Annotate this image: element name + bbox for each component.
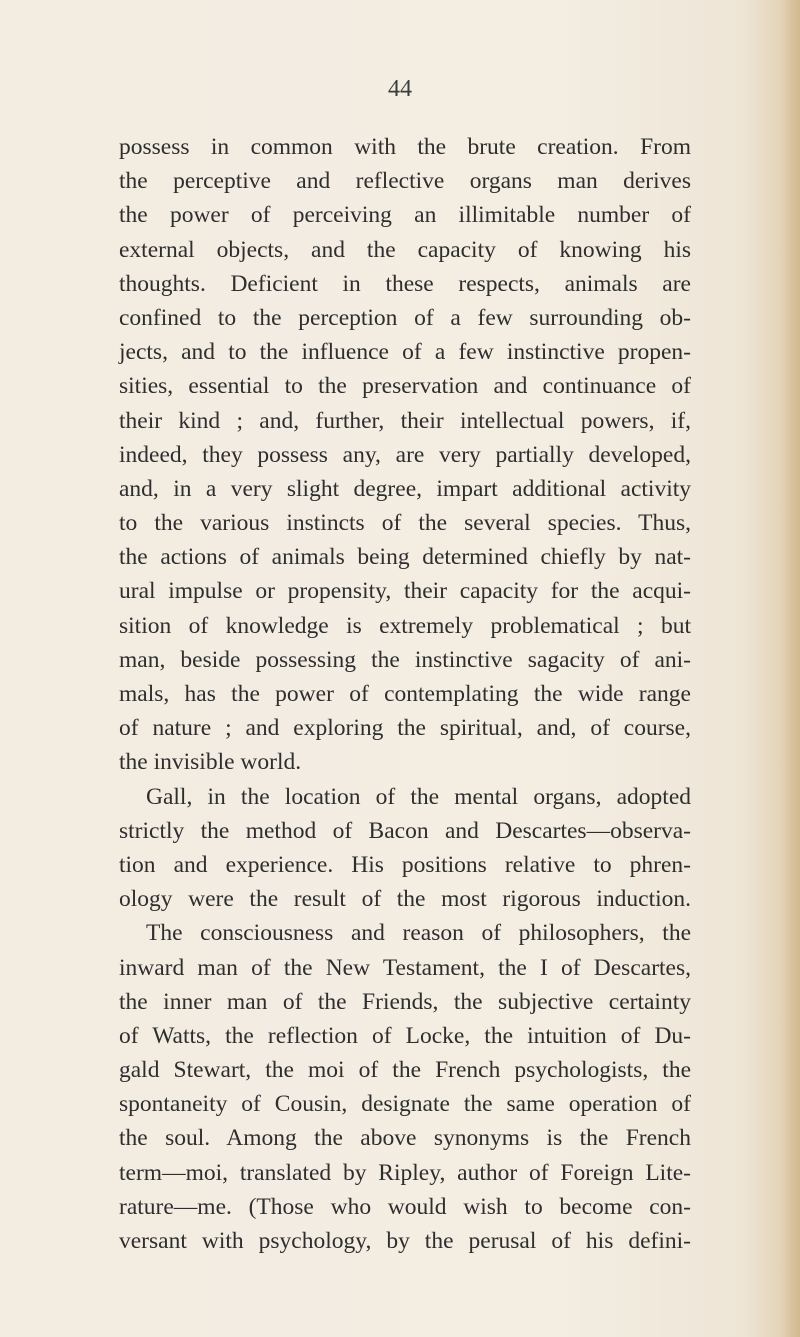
text-line: ural impulse or propensity, their capacity for the acqui- bbox=[119, 578, 691, 605]
text-line: strictly the method of Bacon and Descartes—observa- bbox=[119, 817, 691, 844]
page-number: 44 bbox=[388, 76, 412, 102]
text-line: man, beside possessing the instinctive sagacity of ani- bbox=[119, 646, 691, 673]
body-text bbox=[119, 130, 691, 1258]
text-line-paragraph-end: the invisible world. bbox=[119, 749, 302, 776]
text-line: inward man of the New Testament, the I of Descartes, bbox=[119, 954, 691, 981]
text-line: indeed, they possess any, are very partially developed, bbox=[119, 441, 691, 468]
text-line: The consciousness and reason of philosophers, the bbox=[146, 920, 691, 947]
text-line: the soul. Among the above synonyms is the French bbox=[119, 1125, 691, 1152]
text-line: the actions of animals being determined chiefly by nat- bbox=[119, 544, 691, 571]
text-line: and, in a very slight degree, impart additional activity bbox=[119, 475, 691, 502]
text-line: of nature ; and exploring the spiritual, and, of course, bbox=[119, 715, 691, 742]
text-line: of Watts, the reflection of Locke, the intuition of Du- bbox=[119, 1022, 691, 1049]
text-line: their kind ; and, further, their intellectual powers, if, bbox=[119, 407, 691, 434]
text-line: confined to the perception of a few surrounding ob- bbox=[119, 304, 691, 331]
text-line: term—moi, translated by Ripley, author of Foreign Lite- bbox=[119, 1159, 691, 1186]
text-line: sition of knowledge is extremely problematical ; but bbox=[119, 612, 691, 639]
page-edge-shadow bbox=[782, 0, 800, 1337]
text-line: external objects, and the capacity of knowing his bbox=[119, 236, 691, 263]
text-line: gald Stewart, the moi of the French psychologists, the bbox=[119, 1057, 691, 1084]
text-line: mals, has the power of contemplating the wide range bbox=[119, 681, 691, 707]
text-line: thoughts. Deficient in these respects, animals are bbox=[119, 270, 691, 297]
text-line: the perceptive and reflective organs man derives bbox=[119, 168, 691, 195]
text-line: the inner man of the Friends, the subjective certainty bbox=[119, 988, 691, 1015]
text-line: possess in common with the brute creation. From bbox=[119, 134, 691, 160]
text-line: tion and experience. His positions relative to phren- bbox=[119, 851, 691, 878]
text-line: sities, essential to the preservation and continuance of bbox=[119, 373, 691, 400]
text-line: ology were the result of the most rigorous induction. bbox=[119, 886, 691, 913]
text-line: the power of perceiving an illimitable number of bbox=[119, 202, 691, 229]
text-line: jects, and to the influence of a few instinctive propen- bbox=[119, 339, 691, 366]
text-line: to the various instincts of the several species. Thus, bbox=[119, 510, 691, 537]
text-line: versant with psychology, by the perusal of his defini- bbox=[119, 1228, 691, 1254]
text-line: spontaneity of Cousin, designate the same operation of bbox=[119, 1091, 691, 1118]
text-line-paragraph-start: Gall, in the location of the mental organs, adopted bbox=[146, 783, 691, 810]
text-line: rature—me. (Those who would wish to become con- bbox=[119, 1193, 691, 1220]
